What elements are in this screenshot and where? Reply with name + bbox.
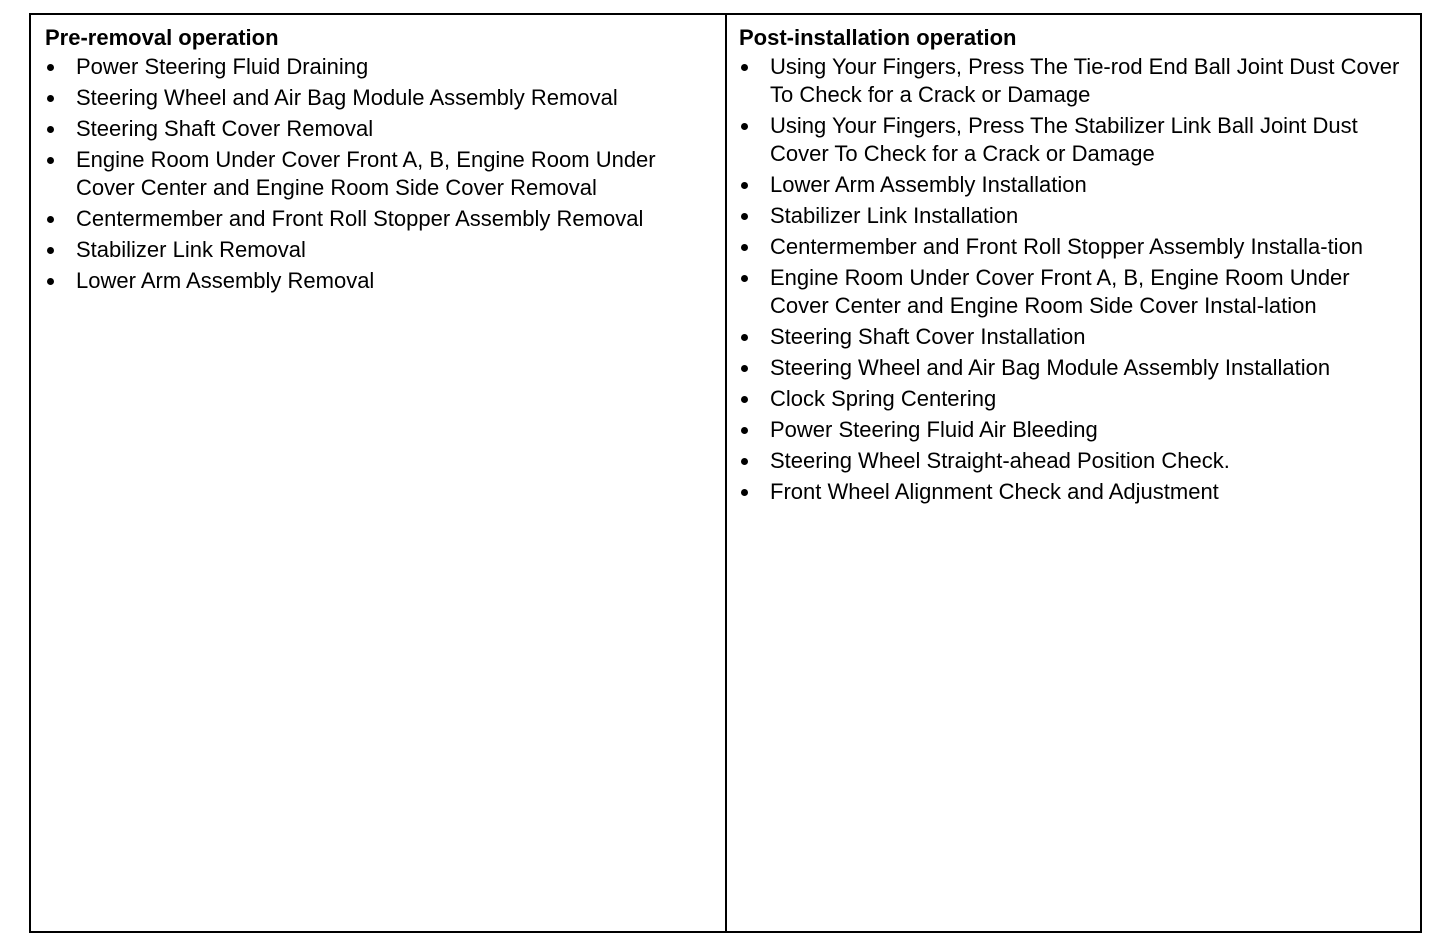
post-installation-list xyxy=(739,53,1412,506)
bullet-icon xyxy=(47,278,54,285)
list-item: Power Steering Fluid Draining xyxy=(45,53,715,81)
list-item: Engine Room Under Cover Front A, B, Engine Room Under Cover Center and Engine Room Side Cover Instal-lation xyxy=(739,264,1412,320)
list-item: Power Steering Fluid Air Bleeding xyxy=(739,416,1412,444)
bullet-icon xyxy=(741,396,748,403)
bullet-icon xyxy=(741,427,748,434)
bullet-icon xyxy=(741,244,748,251)
bullet-icon xyxy=(47,216,54,223)
operations-table xyxy=(29,13,1422,933)
bullet-icon xyxy=(741,64,748,71)
pre-removal-heading: Pre-removal operation xyxy=(45,25,279,50)
list-item: Using Your Fingers, Press The Tie-rod End Ball Joint Dust Cover To Check for a Crack or Damage xyxy=(739,53,1412,109)
bullet-icon xyxy=(47,157,54,164)
bullet-icon xyxy=(741,334,748,341)
bullet-icon xyxy=(741,489,748,496)
list-item: Steering Wheel Straight-ahead Position Check. xyxy=(739,447,1412,475)
list-item: Steering Wheel and Air Bag Module Assembly Removal xyxy=(45,84,715,112)
list-item: Using Your Fingers, Press The Stabilizer Link Ball Joint Dust Cover To Check for a Crack or Damage xyxy=(739,112,1412,168)
bullet-icon xyxy=(741,213,748,220)
list-item: Stabilizer Link Removal xyxy=(45,236,715,264)
list-item: Engine Room Under Cover Front A, B, Engine Room Under Cover Center and Engine Room Side Cover Removal xyxy=(45,146,715,202)
list-item: Clock Spring Centering xyxy=(739,385,1412,413)
list-item: Steering Shaft Cover Installation xyxy=(739,323,1412,351)
list-item: Front Wheel Alignment Check and Adjustment xyxy=(739,478,1412,506)
bullet-icon xyxy=(47,247,54,254)
list-item: Centermember and Front Roll Stopper Assembly Installa-tion xyxy=(739,233,1412,261)
pre-removal-list xyxy=(45,53,715,295)
bullet-icon xyxy=(47,95,54,102)
bullet-icon xyxy=(741,182,748,189)
list-item: Stabilizer Link Installation xyxy=(739,202,1412,230)
list-item: Lower Arm Assembly Installation xyxy=(739,171,1412,199)
bullet-icon xyxy=(741,365,748,372)
post-installation-column xyxy=(727,15,1420,931)
post-installation-heading: Post-installation operation xyxy=(739,25,1017,50)
pre-removal-column xyxy=(31,15,727,931)
list-item: Steering Shaft Cover Removal xyxy=(45,115,715,143)
list-item: Lower Arm Assembly Removal xyxy=(45,267,715,295)
bullet-icon xyxy=(741,123,748,130)
list-item: Centermember and Front Roll Stopper Assembly Removal xyxy=(45,205,715,233)
list-item: Steering Wheel and Air Bag Module Assembly Installation xyxy=(739,354,1412,382)
bullet-icon xyxy=(47,126,54,133)
bullet-icon xyxy=(741,458,748,465)
bullet-icon xyxy=(47,64,54,71)
bullet-icon xyxy=(741,275,748,282)
